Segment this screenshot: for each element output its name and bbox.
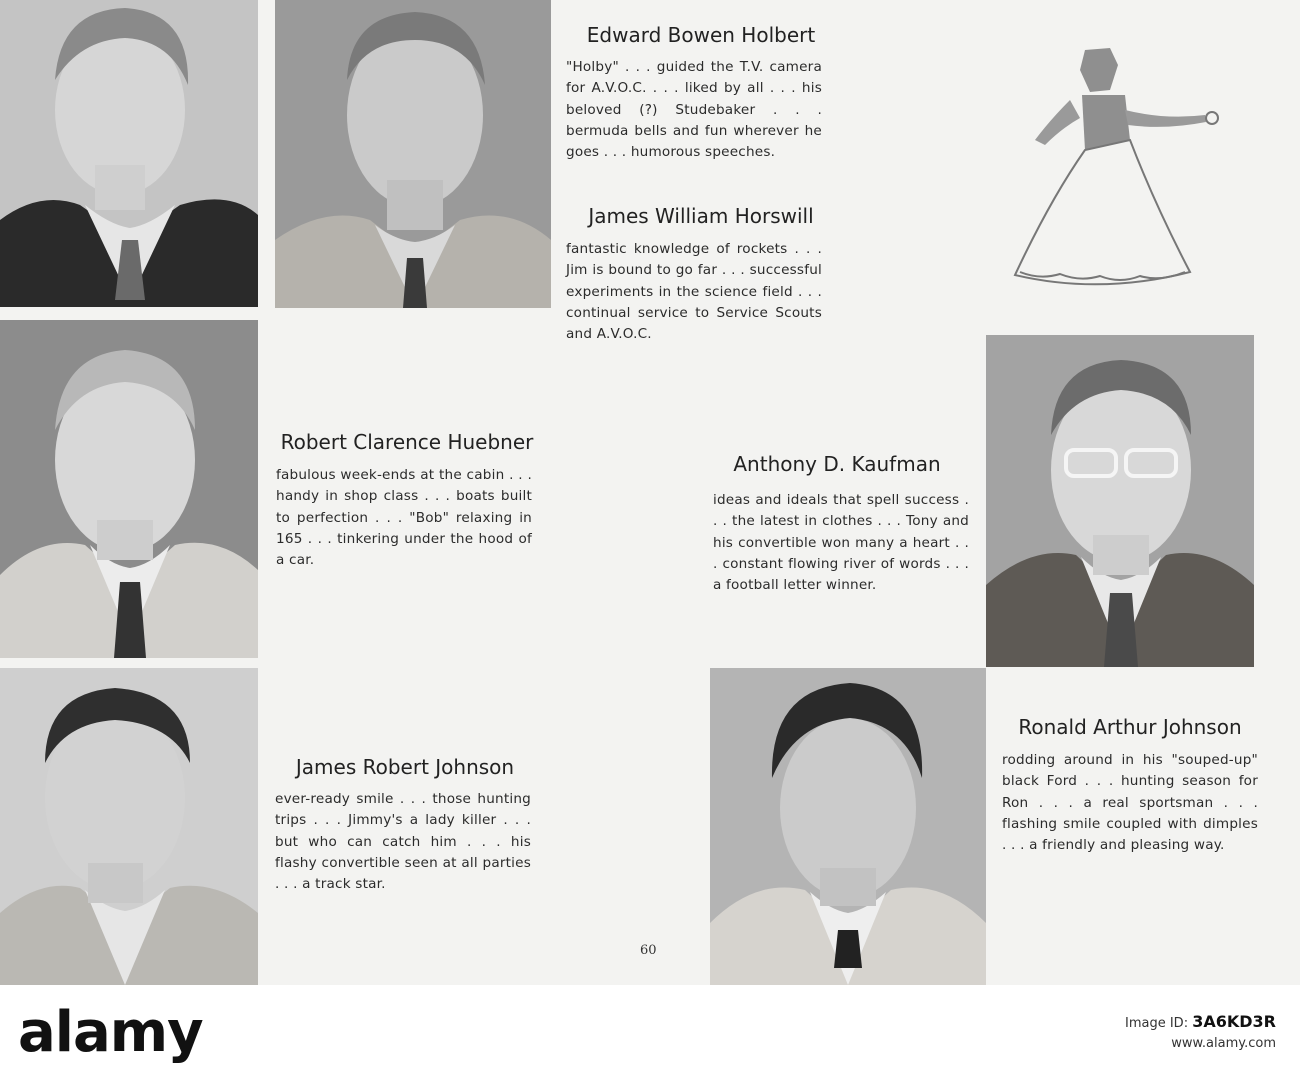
student-bio-huebner: fabulous week-ends at the cabin . . . handy in shop class . . . boats built to perfection . . . "Bob" relaxing in 165 . . . tinkering under the hood of a car. <box>276 467 532 569</box>
student-name-kaufman: Anthony D. Kaufman <box>733 452 941 476</box>
portrait-photo-6 <box>710 668 986 985</box>
portrait-photo-4 <box>986 335 1254 667</box>
portrait-photo-2 <box>275 0 551 308</box>
site-url: www.alamy.com <box>1171 1036 1276 1051</box>
student-bio-holbert: "Holby" . . . guided the T.V. camera for A.V.O.C. . . . liked by all . . . his beloved (?) Studebaker . . . bermuda bells and fun wherever he goes . . . humorous speeches. <box>566 59 822 161</box>
student-bio-horswill: fantastic knowledge of rockets . . . Jim is bound to go far . . . successful experiments in the science field . . . continual service to Service Scouts and A.V.O.C. <box>566 241 822 343</box>
dancer-illustration <box>990 40 1240 290</box>
image-credit <box>1125 1012 1276 1054</box>
student-name-huebner: Robert Clarence Huebner <box>280 430 534 454</box>
student-name-horswill: James William Horswill <box>588 204 814 228</box>
portrait-photo-5 <box>0 668 258 985</box>
student-bio-james-johnson: ever-ready smile . . . those hunting trips . . . Jimmy's a lady killer . . . but who can catch him . . . his flashy convertible seen at all parties . . . a track star. <box>275 791 531 893</box>
student-name-james-johnson: James Robert Johnson <box>295 755 515 779</box>
alamy-logo: alamy <box>18 1000 203 1065</box>
image-id-label: Image ID: <box>1125 1016 1189 1031</box>
student-bio-ronald-johnson: rodding around in his "souped-up" black Ford . . . hunting season for Ron . . . a real sportsman . . . flashing smile coupled with dimples . . . a friendly and pleasing way. <box>1002 752 1258 854</box>
portrait-photo-3 <box>0 320 258 658</box>
student-bio-kaufman: ideas and ideals that spell success . . . the latest in clothes . . . Tony and his convertible won many a heart . . . constant flowing river of words . . . a football letter winner. <box>713 492 969 594</box>
image-id: 3A6KD3R <box>1192 1012 1276 1031</box>
student-name-holbert: Edward Bowen Holbert <box>586 23 816 47</box>
student-name-ronald-johnson: Ronald Arthur Johnson <box>1018 715 1242 739</box>
portrait-photo-1 <box>0 0 258 307</box>
page-number: 60 <box>640 943 657 958</box>
